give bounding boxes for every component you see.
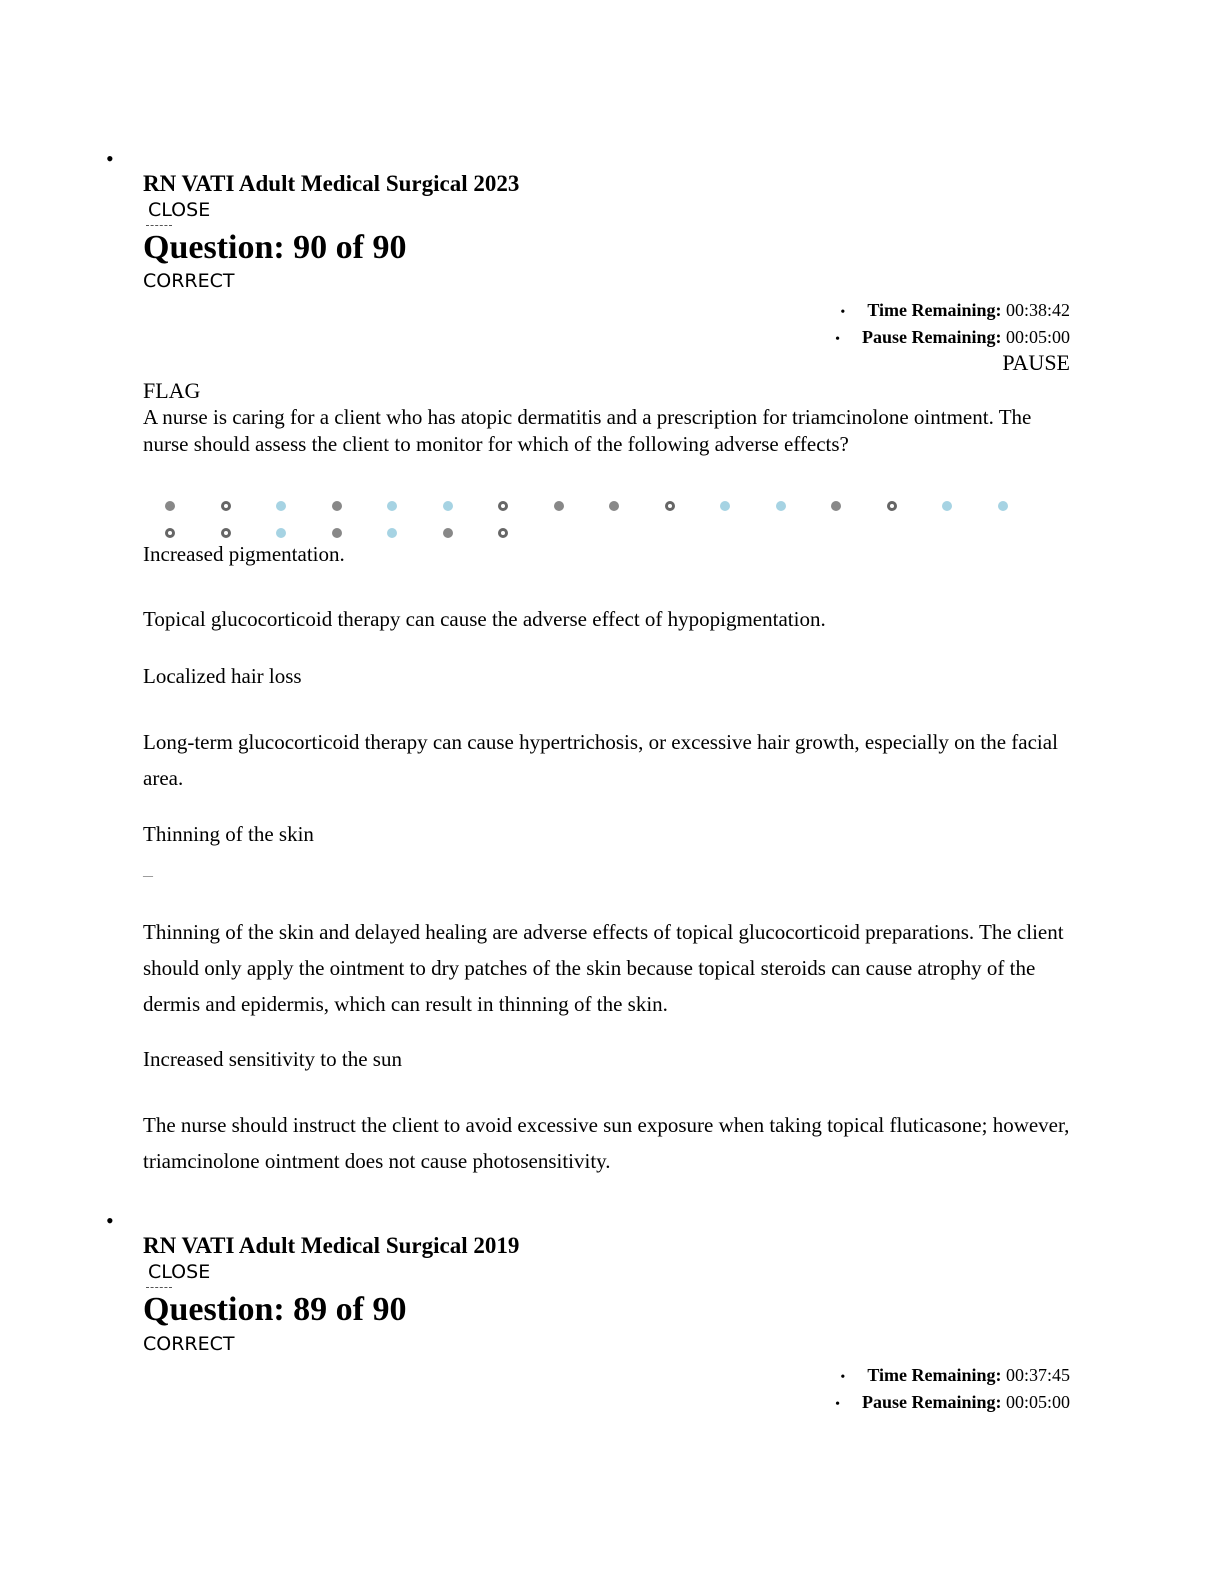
course-title: RN VATI Adult Medical Surgical 2023 [143,171,520,196]
status-label: CORRECT [143,1333,235,1355]
question-nav-dot[interactable] [443,501,453,511]
list-bullet: • [106,1208,114,1233]
question-nav-dot[interactable] [554,501,564,511]
question-title: Question: 90 of 90 [143,229,407,266]
question-nav-dot[interactable] [665,501,675,511]
time-remaining-label: Time Remaining: [867,1365,1002,1385]
course-title: RN VATI Adult Medical Surgical 2019 [143,1233,520,1258]
question-nav-dots-row [165,501,1053,511]
answer-rationale: Thinning of the skin and delayed healing are adverse effects of topical glucocorticoid preparations. The client should only apply the ointment to dry patches of the skin because topical steroids can cause atrophy of the dermis and epidermis, which can result in thinning of the skin. [143,920,1064,1016]
status-label: CORRECT [143,270,235,292]
answer-rationale: The nurse should instruct the client to avoid excessive sun exposure when taking topical fluticasone; however, triamcinolone ointment does not cause photosensitivity. [143,1113,1070,1173]
question-nav-dot[interactable] [276,501,286,511]
question-nav-dot[interactable] [942,501,952,511]
close-underline [146,1287,172,1288]
close-button[interactable]: CLOSE [148,1261,211,1283]
pause-remaining [770,1392,1070,1413]
answer-rationale: Long-term glucocorticoid therapy can cause hypertrichosis, or excessive hair growth, especially on the facial area. [143,730,1058,790]
pause-remaining-label: Pause Remaining: [861,1392,1002,1412]
list-bullet: • [835,1397,840,1412]
question-nav-dot[interactable] [498,501,508,511]
time-remaining [770,300,1070,321]
question-nav-dot[interactable] [221,501,231,511]
list-bullet: • [106,146,114,171]
question-nav-dot[interactable] [332,501,342,511]
time-remaining-label: Time Remaining: [867,300,1002,320]
answer-option[interactable]: Localized hair loss [143,664,302,688]
question-title: Question: 89 of 90 [143,1291,407,1328]
time-remaining-value: 00:38:42 [1005,300,1070,320]
pause-remaining-value: 00:05:00 [1005,327,1070,347]
question-nav-dot[interactable] [887,501,897,511]
time-remaining [770,1365,1070,1386]
question-nav-dot[interactable] [998,501,1008,511]
answer-option[interactable]: Thinning of the skin [143,822,314,846]
flag-button[interactable]: FLAG [143,378,201,403]
question-nav-dot[interactable] [609,501,619,511]
option-marker: — [143,871,153,882]
pause-remaining [770,327,1070,348]
question-nav-dot[interactable] [831,501,841,511]
answer-option[interactable]: Increased pigmentation. [143,542,345,566]
question-nav-dot[interactable] [776,501,786,511]
question-nav-dot[interactable] [387,501,397,511]
list-bullet: • [840,305,846,320]
list-bullet: • [840,1370,846,1385]
close-underline [146,225,172,226]
time-remaining-value: 00:37:45 [1005,1365,1070,1385]
question-nav-dot[interactable] [165,501,175,511]
pause-button[interactable]: PAUSE [1002,350,1070,375]
answer-option[interactable]: Increased sensitivity to the sun [143,1047,402,1071]
question-nav-dot[interactable] [720,501,730,511]
pause-remaining-value: 00:05:00 [1005,1392,1070,1412]
list-bullet: • [835,332,840,347]
answer-rationale: Topical glucocorticoid therapy can cause the adverse effect of hypopigmentation. [143,607,826,631]
close-button[interactable]: CLOSE [148,199,211,221]
pause-remaining-label: Pause Remaining: [861,327,1002,347]
question-stem: A nurse is caring for a client who has atopic dermatitis and a prescription for triamcinolone ointment. The nurse should assess the client to monitor for which of the following adverse effects? [143,405,1032,456]
